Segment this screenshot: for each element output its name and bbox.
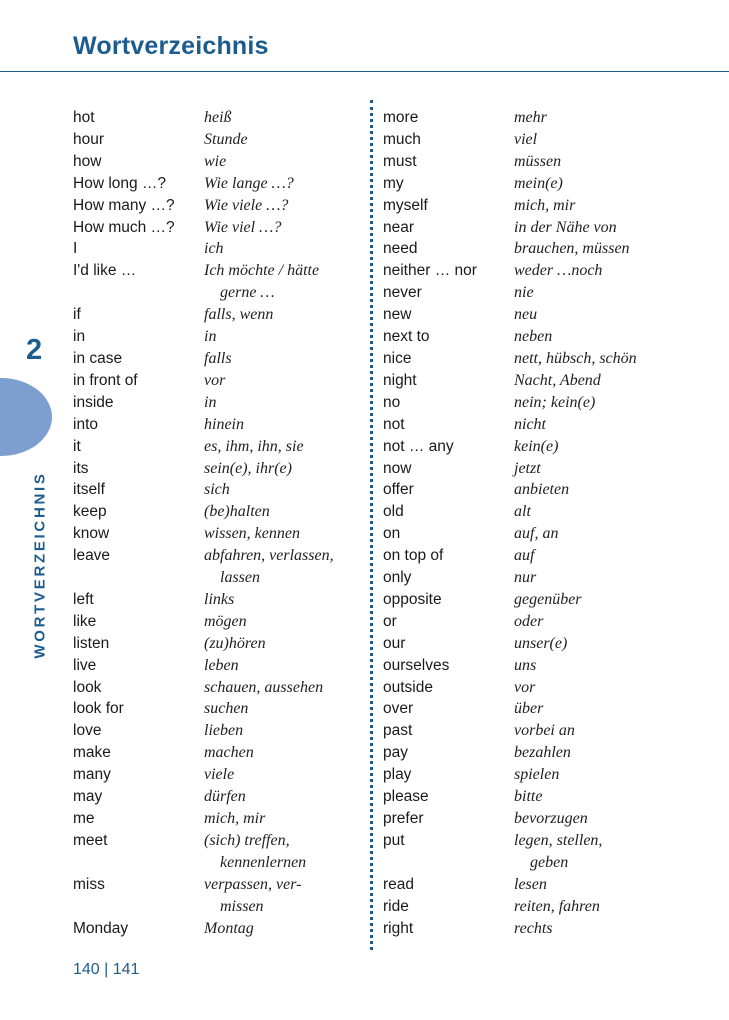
german-translation: anbieten: [514, 481, 570, 499]
german-translation: mich, mir: [204, 810, 266, 827]
entry-row: [73, 195, 334, 217]
german-translation: nie: [514, 284, 534, 302]
german-translation: suchen: [204, 700, 249, 718]
german-translation: mögen: [204, 612, 247, 630]
english-term: like: [73, 612, 97, 630]
header-rule: [0, 71, 729, 72]
german-translation: gegenüber: [514, 590, 582, 608]
entry-row: [73, 501, 334, 523]
entry-row: [73, 830, 334, 852]
entry-row: [383, 107, 637, 129]
entry-row: [383, 677, 637, 699]
entry-row: [383, 852, 637, 874]
entry-row: [383, 173, 637, 195]
german-translation: neben: [514, 328, 553, 346]
german-translation: nein; kein(e): [514, 393, 596, 411]
german-translation: nur: [514, 569, 537, 587]
entry-row: [73, 545, 334, 567]
chapter-tab: [0, 378, 52, 456]
english-term: listen: [73, 634, 110, 652]
entry-row: [73, 764, 334, 786]
english-term: not … any: [383, 437, 454, 455]
column-divider: [370, 100, 373, 950]
german-translation: reiten, fahren: [514, 897, 600, 915]
entry-row: [383, 633, 637, 655]
german-translation: über: [514, 700, 544, 718]
english-term: pay: [383, 744, 408, 762]
english-term: myself: [383, 196, 428, 214]
english-term: keep: [73, 503, 107, 521]
english-term: offer: [383, 481, 414, 499]
german-translation: lassen: [204, 569, 260, 587]
english-term: may: [73, 788, 103, 806]
german-translation: Wie lange …?: [204, 174, 294, 192]
english-term: more: [383, 109, 419, 126]
german-translation: alt: [514, 503, 531, 521]
english-term: [73, 567, 204, 589]
entry-row: [383, 304, 637, 326]
german-translation: nicht: [514, 415, 546, 433]
entry-row: [73, 304, 334, 326]
german-translation: (sich) treffen,: [204, 831, 290, 849]
english-term: past: [383, 722, 413, 740]
entry-row: [73, 589, 334, 611]
entry-row: [383, 742, 637, 764]
entry-row: [383, 830, 637, 852]
english-term: hot: [73, 109, 95, 126]
entry-row: [73, 698, 334, 720]
english-term: its: [73, 459, 89, 477]
english-term: not: [383, 415, 405, 433]
english-term: night: [383, 371, 417, 389]
german-translation: links: [204, 590, 235, 608]
english-term: next to: [383, 328, 430, 346]
german-translation: kennenlernen: [204, 853, 307, 871]
entry-row: [73, 786, 334, 808]
german-translation: es, ihm, ihn, sie: [204, 437, 304, 455]
german-translation: Ich möchte / hätte: [204, 262, 320, 280]
german-translation: schauen, aussehen: [204, 678, 324, 696]
german-translation: viel: [514, 130, 538, 148]
left-column: [73, 107, 334, 939]
entry-row: [73, 742, 334, 764]
german-translation: auf, an: [514, 525, 559, 543]
german-translation: Nacht, Abend: [514, 371, 601, 389]
german-translation: auf: [514, 547, 535, 565]
entry-row: [73, 436, 334, 458]
german-translation: wissen, kennen: [204, 525, 300, 543]
entry-row: [383, 260, 637, 282]
german-translation: hinein: [204, 415, 244, 433]
entry-row: [383, 436, 637, 458]
entry-row: [383, 896, 637, 918]
entry-row: [383, 698, 637, 720]
entry-row: [383, 414, 637, 436]
english-term: I'd like …: [73, 262, 137, 280]
entry-row: [383, 195, 637, 217]
entry-row: [383, 348, 637, 370]
english-term: only: [383, 569, 412, 587]
entry-row: [73, 129, 334, 151]
english-term: now: [383, 459, 412, 477]
english-term: new: [383, 306, 412, 324]
english-term: need: [383, 240, 418, 258]
entry-row: [73, 567, 334, 589]
english-term: no: [383, 393, 401, 411]
english-term: look for: [73, 700, 124, 718]
english-term: left: [73, 590, 94, 608]
german-translation: neu: [514, 306, 538, 324]
english-term: itself: [73, 481, 105, 499]
page-numbers: 140 | 141: [73, 961, 140, 978]
german-translation: Stunde: [204, 130, 248, 148]
german-translation: vorbei an: [514, 722, 575, 740]
entry-row: [383, 808, 637, 830]
english-term: on: [383, 525, 401, 543]
german-translation: lesen: [514, 875, 547, 893]
english-term: know: [73, 525, 110, 543]
right-column: [383, 107, 637, 939]
english-term: near: [383, 218, 415, 236]
german-translation: bitte: [514, 788, 543, 806]
german-translation: geben: [514, 853, 569, 871]
entry-row: [383, 567, 637, 589]
english-term: please: [383, 788, 429, 806]
german-translation: Montag: [204, 919, 254, 937]
english-term: leave: [73, 547, 111, 565]
entry-row: [383, 217, 637, 239]
entry-row: [73, 392, 334, 414]
entry-row: [383, 786, 637, 808]
german-translation: abfahren, verlassen,: [204, 547, 334, 565]
entry-row: [383, 238, 637, 260]
english-term: ourselves: [383, 656, 450, 674]
english-term: me: [73, 810, 95, 827]
german-translation: viele: [204, 766, 235, 784]
entry-row: [73, 107, 334, 129]
german-translation: kein(e): [514, 437, 559, 455]
german-translation: Wie viele …?: [204, 196, 289, 214]
entry-row: [383, 874, 637, 896]
english-term: put: [383, 831, 405, 849]
german-translation: machen: [204, 744, 254, 762]
entry-row: [73, 611, 334, 633]
english-term: [383, 852, 514, 874]
german-translation: ich: [204, 240, 224, 258]
german-translation: falls: [204, 349, 232, 367]
german-translation: spielen: [514, 766, 560, 784]
entry-row: [383, 918, 637, 940]
german-translation: Wie viel …?: [204, 218, 282, 236]
entry-row: [383, 655, 637, 677]
entry-row: [73, 326, 334, 348]
english-term: hour: [73, 130, 105, 148]
english-term: read: [383, 875, 415, 893]
entry-row: [383, 501, 637, 523]
english-term: [73, 852, 204, 874]
german-translation: nett, hübsch, schön: [514, 349, 637, 367]
german-translation: in: [204, 328, 217, 346]
english-term: [73, 282, 204, 304]
entry-row: [73, 238, 334, 260]
german-translation: mich, mir: [514, 196, 576, 214]
entry-row: [73, 896, 334, 918]
english-term: outside: [383, 678, 433, 696]
english-term: play: [383, 766, 412, 784]
german-translation: in der Nähe von: [514, 218, 617, 236]
entry-row: [383, 611, 637, 633]
german-translation: bezahlen: [514, 744, 571, 762]
entry-row: [73, 260, 334, 282]
german-translation: mein(e): [514, 174, 563, 192]
english-term: [73, 896, 204, 918]
entry-row: [73, 852, 334, 874]
german-translation: oder: [514, 612, 544, 630]
english-term: opposite: [383, 590, 442, 608]
english-term: how: [73, 152, 102, 170]
english-term: on top of: [383, 547, 444, 565]
english-term: my: [383, 174, 404, 192]
english-term: in case: [73, 349, 123, 367]
english-term: How many …?: [73, 196, 175, 214]
entry-row: [73, 677, 334, 699]
entry-row: [383, 392, 637, 414]
entry-row: [73, 282, 334, 304]
english-term: right: [383, 919, 414, 937]
german-translation: rechts: [514, 919, 553, 937]
german-translation: dürfen: [204, 788, 246, 806]
english-term: or: [383, 612, 397, 630]
german-translation: gerne …: [204, 284, 275, 302]
entry-row: [73, 655, 334, 677]
english-term: old: [383, 503, 404, 521]
english-term: in front of: [73, 371, 138, 389]
german-translation: (zu)hören: [204, 634, 266, 652]
english-term: over: [383, 700, 414, 718]
german-translation: sich: [204, 481, 230, 499]
english-term: much: [383, 130, 421, 148]
german-translation: missen: [204, 897, 264, 915]
german-translation: unser(e): [514, 634, 568, 652]
entry-row: [73, 720, 334, 742]
entry-row: [73, 414, 334, 436]
entry-row: [383, 523, 637, 545]
german-translation: brauchen, müssen: [514, 240, 630, 258]
german-translation: jetzt: [514, 459, 541, 477]
german-translation: legen, stellen,: [514, 831, 603, 849]
entry-row: [383, 589, 637, 611]
entry-row: [73, 173, 334, 195]
entry-row: [73, 874, 334, 896]
german-translation: falls, wenn: [204, 306, 274, 324]
english-term: into: [73, 415, 98, 433]
english-term: must: [383, 152, 417, 170]
entry-row: [383, 370, 637, 392]
entry-row: [383, 458, 637, 480]
chapter-number: 2: [26, 334, 43, 366]
entry-row: [73, 918, 334, 940]
entry-row: [383, 129, 637, 151]
english-term: never: [383, 284, 422, 302]
english-term: prefer: [383, 810, 424, 827]
entry-row: [73, 458, 334, 480]
german-translation: mehr: [514, 109, 547, 126]
entry-row: [383, 326, 637, 348]
english-term: many: [73, 766, 111, 784]
english-term: make: [73, 744, 111, 762]
german-translation: vor: [514, 678, 536, 696]
english-term: live: [73, 656, 97, 674]
english-term: if: [73, 306, 81, 324]
german-translation: sein(e), ihr(e): [204, 459, 292, 477]
english-term: neither … nor: [383, 262, 477, 280]
german-translation: weder …noch: [514, 262, 603, 280]
english-term: nice: [383, 349, 412, 367]
entry-row: [73, 151, 334, 173]
english-term: our: [383, 634, 406, 652]
entry-row: [383, 151, 637, 173]
english-term: it: [73, 437, 81, 455]
page-title: Wortverzeichnis: [73, 32, 269, 60]
entry-row: [73, 348, 334, 370]
english-term: meet: [73, 831, 108, 849]
german-translation: heiß: [204, 109, 232, 126]
english-term: miss: [73, 875, 105, 893]
german-translation: bevorzugen: [514, 810, 588, 827]
german-translation: leben: [204, 656, 239, 674]
german-translation: vor: [204, 371, 226, 389]
german-translation: in: [204, 393, 217, 411]
side-label-text: WORTVERZEICHNIS: [31, 471, 49, 659]
english-term: inside: [73, 393, 114, 411]
entry-row: [73, 370, 334, 392]
entry-row: [383, 282, 637, 304]
english-term: in: [73, 328, 86, 346]
german-translation: (be)halten: [204, 503, 270, 521]
german-translation: wie: [204, 152, 227, 170]
entry-row: [383, 764, 637, 786]
german-translation: verpassen, ver-: [204, 875, 302, 893]
entry-row: [383, 479, 637, 501]
entry-row: [73, 479, 334, 501]
entry-row: [73, 808, 334, 830]
german-translation: müssen: [514, 152, 562, 170]
entry-row: [383, 545, 637, 567]
english-term: How long …?: [73, 174, 167, 192]
entry-row: [73, 523, 334, 545]
english-term: Monday: [73, 919, 129, 937]
english-term: How much …?: [73, 218, 175, 236]
english-term: ride: [383, 897, 409, 915]
german-translation: uns: [514, 656, 537, 674]
entry-row: [383, 720, 637, 742]
english-term: I: [73, 240, 78, 258]
german-translation: lieben: [204, 722, 244, 740]
entry-row: [73, 633, 334, 655]
entry-row: [73, 217, 334, 239]
english-term: love: [73, 722, 102, 740]
english-term: look: [73, 678, 102, 696]
